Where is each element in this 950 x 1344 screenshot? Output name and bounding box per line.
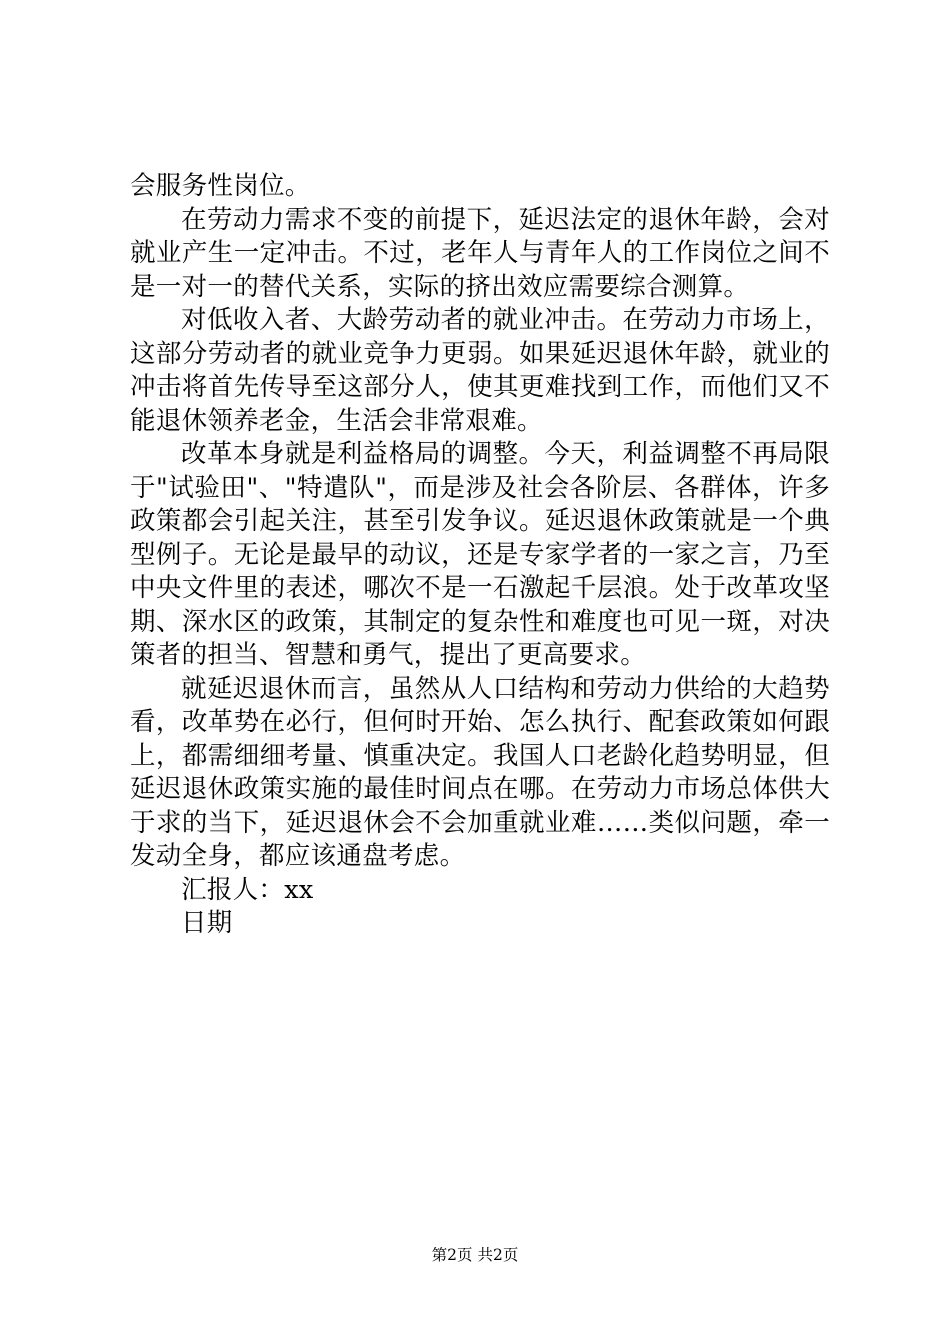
- reporter-line: 汇报人：xx: [181, 874, 314, 905]
- paragraph-low-income-impact: 对低收入者、大龄劳动者的就业冲击。在劳动力市场上，这部分劳动者的就业竞争力更弱。如果延迟退休年龄，就业的冲击将首先传导至这部分人，使其更难找到工作，而他们又不能退休领养老金，生活会非常艰难。: [130, 305, 830, 436]
- document-body: [130, 170, 830, 941]
- page-footer: [0, 1245, 950, 1265]
- paragraph-continuation: 会服务性岗位。: [130, 171, 311, 201]
- paragraph-reform-interests: 改革本身就是利益格局的调整。今天，利益调整不再局限于"试验田"、"特遣队"，而是涉及社会各阶层、各群体，许多政策都会引起关注，甚至引发争议。延迟退休政策就是一个典型例子。无论是最早的动议，还是专家学者的一家之言，乃至中央文件里的表述，哪次不是一石激起千层浪。处于改革攻坚期、深水区的政策，其制定的复杂性和难度也可见一斑，对决策者的担当、智慧和勇气，提出了更高要求。: [130, 439, 830, 670]
- page-number: 第2页 共2页: [431, 1246, 519, 1264]
- date-line: 日期: [181, 908, 233, 938]
- paragraph-labor-demand: 在劳动力需求不变的前提下，延迟法定的退休年龄，会对就业产生一定冲击。不过，老年人与青年人的工作岗位之间不是一对一的替代关系，实际的挤出效应需要综合测算。: [130, 204, 830, 302]
- paragraph-delayed-retirement: 就延迟退休而言，虽然从人口结构和劳动力供给的大趋势看，改革势在必行，但何时开始、怎么执行、配套政策如何跟上，都需细细考量、慎重决定。我国人口老龄化趋势明显，但延迟退休政策实施的最佳时间点在哪。在劳动力市场总体供大于求的当下，延迟退休会不会加重就业难……类似问题，牵一发动全身，都应该通盘考虑。: [130, 673, 830, 871]
